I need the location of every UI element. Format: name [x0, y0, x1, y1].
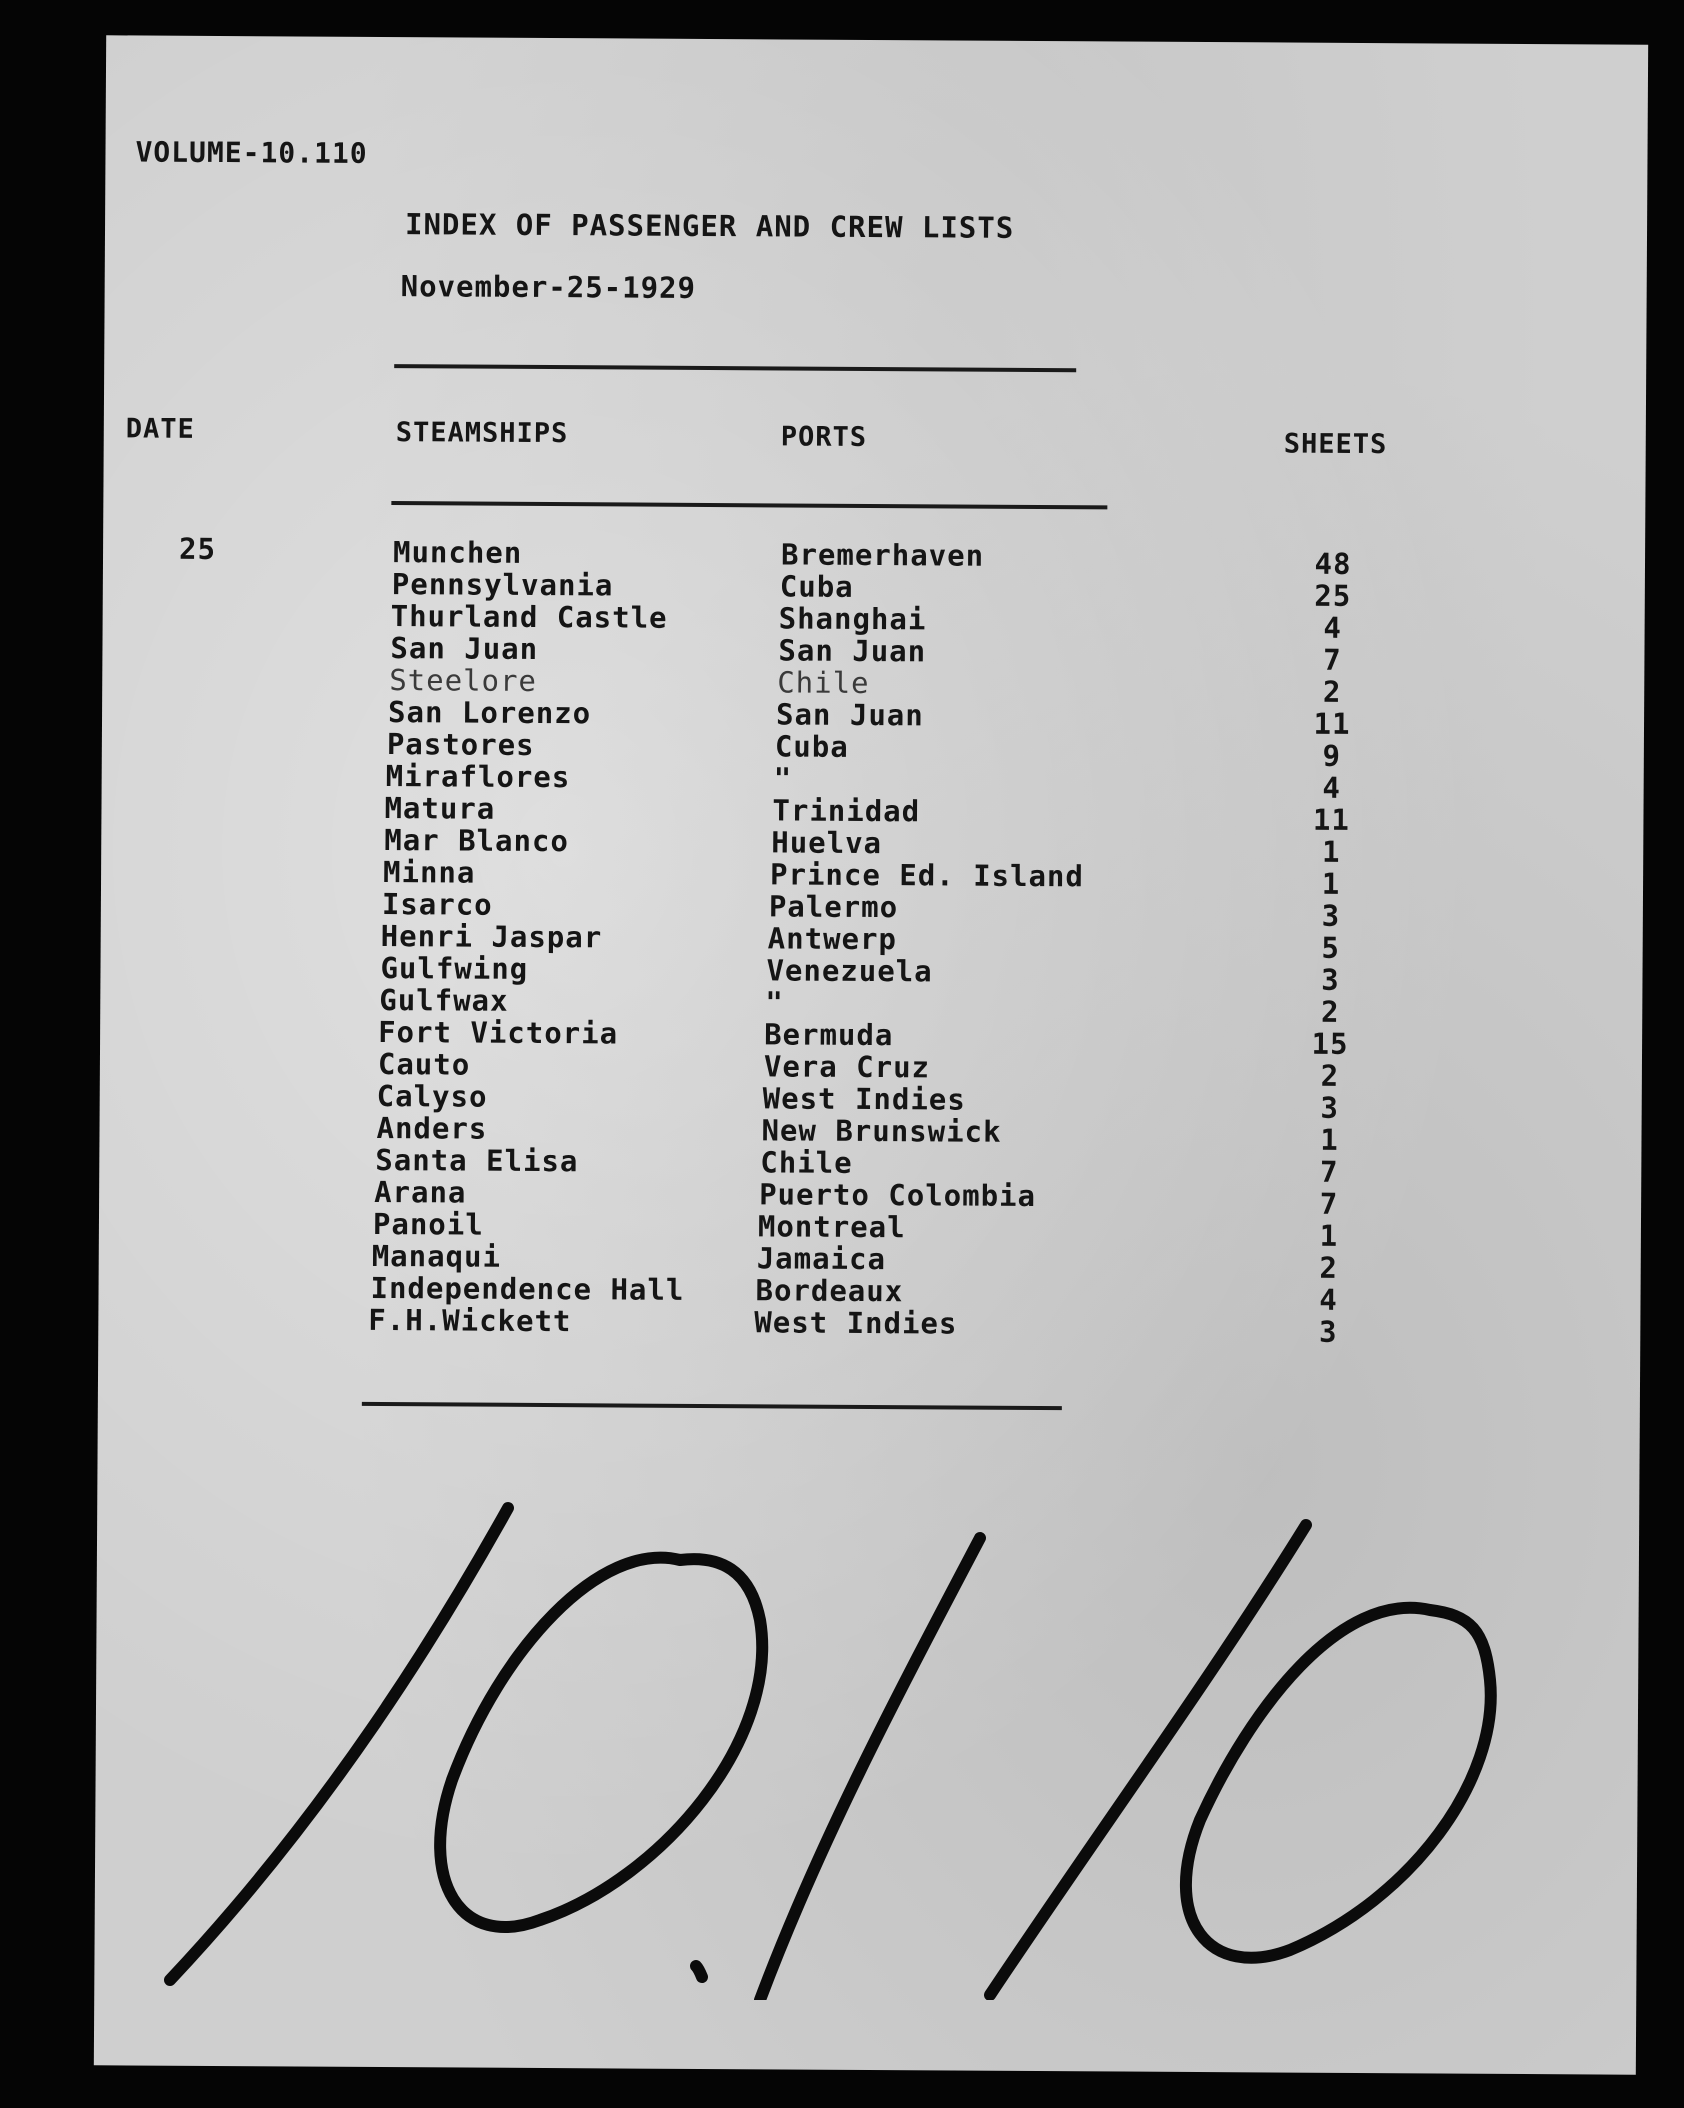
sheet-count: 4	[1322, 770, 1341, 805]
ship-name: Gulfwing	[380, 951, 529, 986]
port-name: Huelva	[771, 825, 883, 861]
ship-name: Thurland Castle	[390, 599, 668, 635]
hand-stroke-zero-b	[1186, 1608, 1491, 1958]
ship-name: Panoil	[372, 1206, 484, 1242]
port-name: "	[773, 761, 793, 796]
header-rule	[391, 501, 1107, 509]
port-name: West Indies	[754, 1305, 958, 1341]
sheet-count: 5	[1321, 930, 1341, 965]
port-name: Chile	[760, 1145, 853, 1180]
ship-name: Isarco	[381, 887, 493, 922]
sheet-count: 7	[1323, 642, 1342, 677]
ship-name: San Juan	[390, 631, 539, 666]
ship-name: Miraflores	[385, 759, 571, 795]
ship-name: Steelore	[389, 663, 538, 698]
port-name: Chile	[777, 665, 870, 700]
hand-stroke-one-b	[760, 1538, 980, 2000]
ship-name: Santa Elisa	[375, 1142, 579, 1179]
sheet-count: 11	[1313, 706, 1351, 741]
hand-stroke-one-c	[990, 1525, 1306, 1995]
port-name: Venezuela	[766, 953, 933, 989]
port-name: San Juan	[778, 633, 927, 669]
port-name: Vera Cruz	[763, 1049, 931, 1085]
hand-stroke-dot	[696, 1966, 702, 1977]
handwritten-volume-number	[100, 1480, 1580, 2000]
ship-name: Minna	[383, 855, 476, 890]
sheet-count: 48	[1314, 546, 1352, 581]
ship-name: Manaqui	[371, 1238, 502, 1274]
sheet-count: 2	[1319, 1250, 1339, 1285]
ship-name: Pastores	[386, 727, 535, 762]
port-name: Palermo	[768, 889, 899, 925]
ship-name: San Lorenzo	[387, 695, 592, 731]
port-name: Trinidad	[772, 793, 921, 829]
ship-name: Henri Jaspar	[380, 919, 603, 955]
sheet-count: 2	[1320, 1058, 1340, 1093]
header-ports: PORTS	[780, 421, 868, 453]
bottom-rule	[362, 1402, 1062, 1410]
top-rule	[394, 364, 1076, 372]
sheet-count: 1	[1321, 866, 1341, 901]
sheet-count: 9	[1322, 738, 1342, 773]
sheet-count: 15	[1311, 1026, 1349, 1061]
sheet-count: 3	[1321, 898, 1341, 933]
header-sheets: SHEETS	[1283, 428, 1388, 461]
sheet-count: 4	[1319, 1282, 1338, 1317]
hand-stroke-zero-a	[440, 1558, 762, 1927]
header-date: DATE	[125, 413, 195, 445]
sheet-count: 3	[1321, 962, 1340, 997]
ship-name: Munchen	[392, 535, 523, 570]
sheet-count: 11	[1312, 802, 1351, 837]
date-value: 25	[178, 531, 217, 566]
sheet-count: 2	[1322, 674, 1342, 709]
sheet-count: 1	[1320, 1122, 1339, 1157]
ship-name: Cauto	[377, 1046, 471, 1082]
sheet-count: 25	[1314, 578, 1352, 613]
sheet-count: 7	[1319, 1186, 1339, 1221]
ship-name: Fort Victoria	[378, 1014, 619, 1051]
sheet-count: 1	[1319, 1218, 1339, 1253]
ship-name: F.H.Wickett	[368, 1302, 572, 1339]
port-name: Montreal	[757, 1209, 906, 1245]
port-name: Bermuda	[764, 1017, 894, 1053]
port-name: Cuba	[774, 729, 849, 764]
port-name: Jamaica	[756, 1241, 887, 1277]
ship-name: Matura	[384, 791, 496, 826]
ship-name: Anders	[376, 1110, 488, 1146]
header-steamships: STEAMSHIPS	[395, 417, 569, 450]
sheet-count: 3	[1320, 1090, 1340, 1125]
sheet-count: 2	[1320, 994, 1340, 1029]
port-name: Cuba	[779, 569, 854, 604]
port-name: Prince Ed. Island	[769, 857, 1085, 894]
ship-name: Pennsylvania	[391, 567, 614, 603]
port-name: Antwerp	[767, 921, 898, 957]
volume-label: VOLUME-10.110	[135, 135, 368, 170]
sheet-count: 3	[1318, 1314, 1338, 1349]
port-name: Shanghai	[778, 601, 927, 637]
ship-name: Independence Hall	[370, 1270, 685, 1307]
sheet-count: 7	[1319, 1154, 1339, 1189]
passenger-table	[103, 533, 1645, 1349]
port-name: New Brunswick	[761, 1113, 1002, 1149]
ship-name: Mar Blanco	[384, 823, 570, 859]
port-name: "	[765, 985, 784, 1020]
ship-name: Arana	[374, 1174, 467, 1210]
port-name: Bordeaux	[755, 1273, 904, 1309]
sheet-count: 1	[1321, 834, 1341, 869]
ship-name: Calyso	[376, 1078, 488, 1114]
sheet-count: 4	[1323, 610, 1342, 645]
port-name: Bremerhaven	[780, 537, 985, 573]
port-name: West Indies	[762, 1081, 966, 1117]
document-title: INDEX OF PASSENGER AND CREW LISTS	[404, 207, 1015, 245]
ship-name: Gulfwax	[379, 982, 509, 1018]
port-name: San Juan	[775, 697, 924, 733]
date-line: November-25-1929	[400, 269, 697, 305]
port-name: Puerto Colombia	[759, 1177, 1037, 1214]
